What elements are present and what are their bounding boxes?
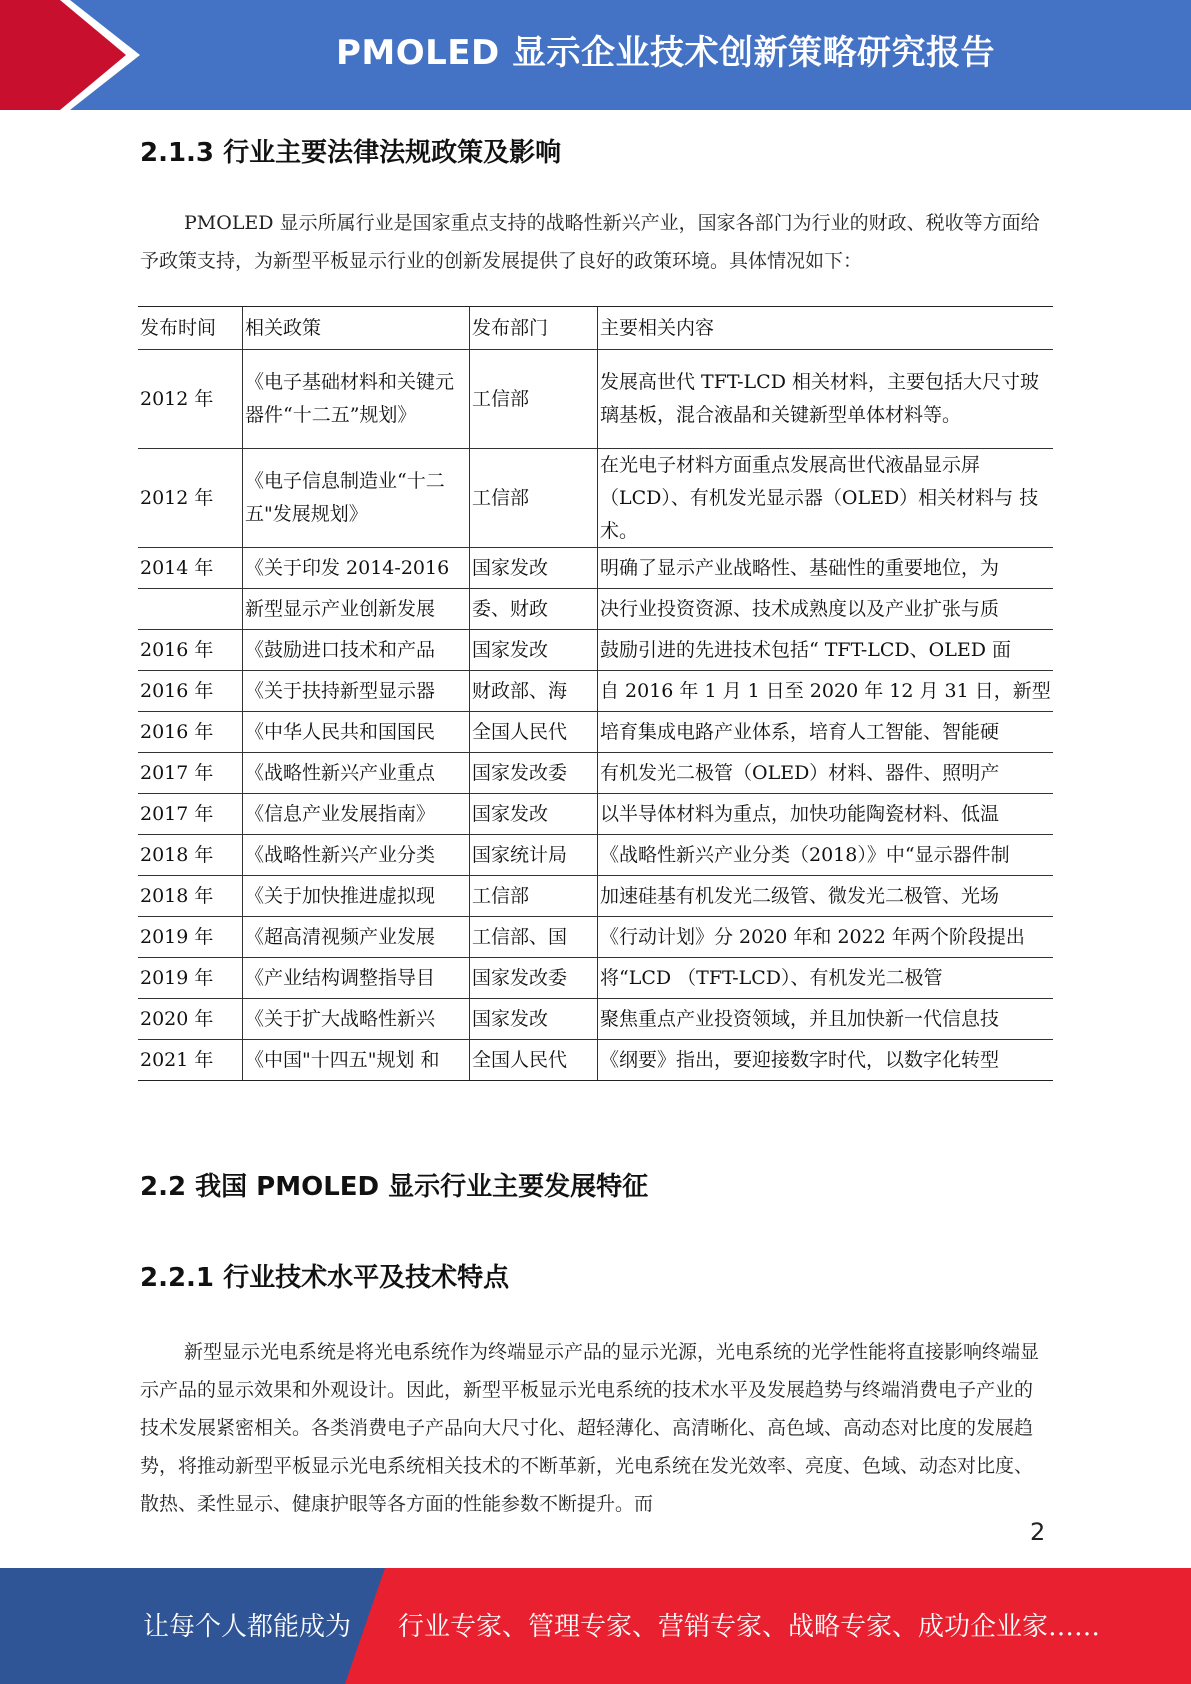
table-cell-department: 全国人民代: [469, 712, 597, 752]
table-cell-content: 《纲要》指出，要迎接数字时代，以数字化转型: [597, 1040, 1053, 1080]
table-cell-department: 工信部: [469, 876, 597, 916]
table-cell-policy: 新型显示产业创新发展: [242, 589, 469, 629]
section-heading-2-2: 2.2 我国 PMOLED 显示行业主要发展特征: [140, 1172, 649, 1202]
table-cell-policy: 《中国"十四五"规划 和: [242, 1040, 469, 1080]
table-cell-content: 自 2016 年 1 月 1 日至 2020 年 12 月 31 日，新型: [597, 671, 1053, 711]
page-number: 2: [1030, 1518, 1046, 1546]
table-cell-content: 加速硅基有机发光二级管、微发光二极管、光场: [597, 876, 1053, 916]
table-cell-date: 2017 年: [140, 761, 214, 784]
table-cell-content: 明确了显示产业战略性、基础性的重要地位，为: [597, 548, 1053, 588]
table-cell-date: 2020 年: [140, 1007, 214, 1030]
section-heading-2-1-3: 2.1.3 行业主要法律法规政策及影响: [140, 138, 562, 168]
table-cell-content: 《行动计划》分 2020 年和 2022 年两个阶段提出: [597, 917, 1053, 957]
page-footer: [0, 1568, 1191, 1684]
table-cell-policy: 《电子基础材料和关键元器件“十二五”规划》: [242, 350, 469, 448]
table-cell-policy: 《关于扩大战略性新兴: [242, 999, 469, 1039]
table-cell-policy: 《鼓励进口技术和产品: [242, 630, 469, 670]
section-heading-2-2-1: 2.2.1 行业技术水平及技术特点: [140, 1263, 510, 1293]
table-cell-policy: 《中华人民共和国国民: [242, 712, 469, 752]
table-cell-department: 工信部: [469, 449, 597, 547]
table-cell-policy: 《信息产业发展指南》: [242, 794, 469, 834]
table-cell-policy: 《产业结构调整指导目: [242, 958, 469, 998]
table-row: [138, 876, 1053, 917]
table-cell-policy: 《战略性新兴产业分类: [242, 835, 469, 875]
table-row: [138, 999, 1053, 1040]
table-cell-department: 国家统计局: [469, 835, 597, 875]
table-cell-date: 2016 年: [140, 679, 214, 702]
table-cell-policy: 《电子信息制造业“十二五"发展规划》: [242, 449, 469, 547]
footer-slogan-lead: 让每个人都能成为: [143, 1612, 352, 1642]
table-cell-content: 以半导体材料为重点，加快功能陶瓷材料、低温: [597, 794, 1053, 834]
table-cell-content: 在光电子材料方面重点发展高世代液晶显示屏（LCD）、有机发光显示器（OLED）相关材料与 技术。: [597, 449, 1053, 547]
table-cell-date: 2018 年: [140, 884, 214, 907]
table-cell-date: 2014 年: [140, 556, 214, 579]
table-row: [138, 548, 1053, 589]
table-row: [138, 712, 1053, 753]
table-cell-date: 2016 年: [140, 720, 214, 743]
table-cell-date: 2012 年: [140, 486, 214, 509]
table-cell-policy: 《关于扶持新型显示器: [242, 671, 469, 711]
table-cell-content: 聚焦重点产业投资领域，并且加快新一代信息技: [597, 999, 1053, 1039]
table-header-row: [138, 307, 1053, 350]
table-row: [138, 1040, 1053, 1080]
table-header-cell: 发布部门: [469, 307, 597, 349]
table-cell-department: 工信部: [469, 350, 597, 448]
table-cell-department: 国家发改: [469, 794, 597, 834]
table-cell-policy: 《关于印发 2014-2016: [242, 548, 469, 588]
table-cell-department: 国家发改委: [469, 753, 597, 793]
table-header-cell: 主要相关内容: [597, 307, 1053, 349]
header-title: PMOLED 显示企业技术创新策略研究报告: [335, 33, 996, 73]
table-cell-date: 2019 年: [140, 925, 214, 948]
body-paragraph: 新型显示光电系统是将光电系统作为终端显示产品的显示光源，光电系统的光学性能将直接影响终端显示产品的显示效果和外观设计。因此，新型平板显示光电系统的技术水平及发展趋势与终端消费电子产业的技术发展紧密相关。各类消费电子产品向大尺寸化、超轻薄化、高清晰化、高色域、高动态对比度的发展趋势，将推动新型平板显示光电系统相关技术的不断革新，光电系统在发光效率、亮度、色域、动态对比度、散热、柔性显示、健康护眼等各方面的性能参数不断提升。而: [140, 1341, 1040, 1515]
table-cell-department: 国家发改: [469, 630, 597, 670]
table-row: [138, 589, 1053, 630]
table-header-cell: 发布时间: [140, 316, 217, 339]
table-cell-policy: 《关于加快推进虚拟现: [242, 876, 469, 916]
table-row: [138, 449, 1053, 548]
table-cell-department: 全国人民代: [469, 1040, 597, 1080]
table-cell-policy: 《战略性新兴产业重点: [242, 753, 469, 793]
table-row: [138, 794, 1053, 835]
table-cell-department: 工信部、国: [469, 917, 597, 957]
table-row: [138, 753, 1053, 794]
table-cell-department: 财政部、海: [469, 671, 597, 711]
table-cell-content: 将“LCD （TFT-LCD）、有机发光二极管: [597, 958, 1053, 998]
table-cell-date: 2016 年: [140, 638, 214, 661]
table-cell-department: 委、财政: [469, 589, 597, 629]
table-header-cell: 相关政策: [242, 307, 469, 349]
intro-paragraph: PMOLED 显示所属行业是国家重点支持的战略性新兴产业，国家各部门为行业的财政、税收等方面给予政策支持，为新型平板显示行业的创新发展提供了良好的政策环境。具体情况如下：: [140, 212, 1040, 272]
table-row: [138, 671, 1053, 712]
table-cell-content: 培育集成电路产业体系，培育人工智能、智能硬: [597, 712, 1053, 752]
table-cell-content: 《战略性新兴产业分类（2018）》中“显示器件制: [597, 835, 1053, 875]
table-cell-date: 2021 年: [140, 1048, 214, 1071]
table-cell-content: 决行业投资资源、技术成熟度以及产业扩张与质: [597, 589, 1053, 629]
header-arrow-decoration: [0, 0, 160, 110]
table-row: [138, 835, 1053, 876]
table-cell-content: 发展高世代 TFT-LCD 相关材料，主要包括大尺寸玻璃基板，混合液晶和关键新型单体材料等。: [597, 350, 1053, 448]
table-cell-date: [138, 589, 242, 629]
table-cell-content: 鼓励引进的先进技术包括“ TFT-LCD、OLED 面: [597, 630, 1053, 670]
page-header: [0, 0, 1191, 110]
table-cell-date: 2012 年: [140, 387, 214, 410]
policy-table: [138, 306, 1053, 1081]
table-cell-date: 2018 年: [140, 843, 214, 866]
table-cell-department: 国家发改: [469, 548, 597, 588]
footer-slogan-rest: 行业专家、管理专家、营销专家、战略专家、成功企业家……: [398, 1612, 1101, 1642]
table-cell-department: 国家发改: [469, 999, 597, 1039]
table-cell-date: 2019 年: [140, 966, 214, 989]
table-cell-department: 国家发改委: [469, 958, 597, 998]
table-row: [138, 958, 1053, 999]
table-row: [138, 630, 1053, 671]
table-row: [138, 350, 1053, 449]
table-cell-policy: 《超高清视频产业发展: [242, 917, 469, 957]
table-cell-content: 有机发光二极管（OLED）材料、器件、照明产: [597, 753, 1053, 793]
table-row: [138, 917, 1053, 958]
table-cell-date: 2017 年: [140, 802, 214, 825]
